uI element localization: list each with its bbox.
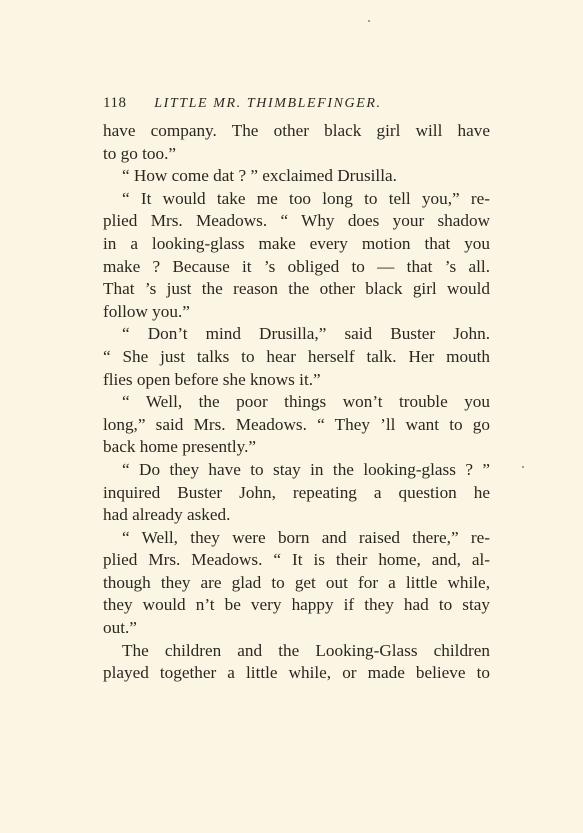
text-line: played together a little while, or made believe to [103,663,490,683]
text-line: flies open before she knows it.” [103,369,321,389]
text-line: had already asked. [103,505,231,525]
text-line: “ She just talks to hear herself talk. Her mouth [103,346,490,366]
text-line: That ’s just the reason the other black girl would [103,279,490,299]
text-line: out.” [103,618,137,638]
text-line: back home presently.” [103,437,257,457]
text-line: “ Do they have to stay in the looking-glass ? ” [122,459,490,479]
text-line: “ How come dat ? ” exclaimed Drusilla. [122,166,397,186]
text-line: they would n’t be very happy if they had to stay [103,595,490,615]
ink-speck-top [368,20,370,22]
text-line: inquired Buster John, repeating a question he [103,482,490,502]
text-line: long,” said Mrs. Meadows. “ They ’ll want to go [103,414,490,434]
page-header [103,93,493,113]
text-line: plied Mrs. Meadows. “ Why does your shadow [103,211,490,231]
body-text [103,120,490,685]
text-line: make ? Because it ’s obliged to — that ’s all. [103,256,490,276]
ink-speck-margin [522,466,524,468]
text-line: in a looking-glass make every motion that you [103,233,490,253]
text-line: though they are glad to get out for a little while, [103,572,490,592]
text-line: “ Well, the poor things won’t trouble you [122,392,490,412]
text-line: “ It would take me too long to tell you,” re- [122,188,490,208]
text-line: The children and the Looking-Glass children [122,640,490,660]
text-line: follow you.” [103,301,190,321]
text-line: to go too.” [103,143,177,163]
text-line: “ Well, they were born and raised there,” re- [122,527,490,547]
text-line: plied Mrs. Meadows. “ It is their home, and, al- [103,550,490,570]
page-number: 118 [103,95,127,111]
running-title: LITTLE MR. THIMBLEFINGER. [154,96,382,111]
text-line: “ Don’t mind Drusilla,” said Buster John. [122,324,490,344]
text-line: have company. The other black girl will have [103,121,490,140]
